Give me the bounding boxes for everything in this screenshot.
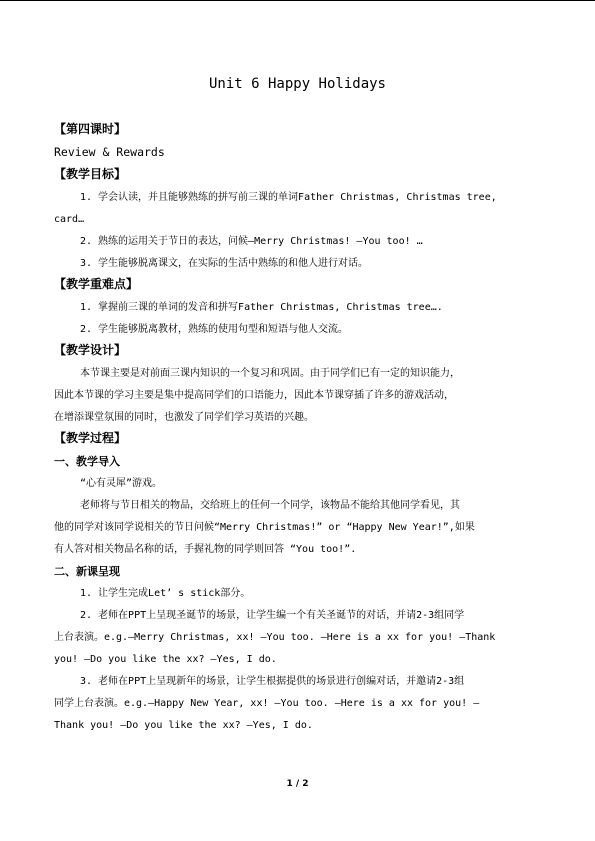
page-title: Unit 6 Happy Holidays [208, 76, 386, 92]
goal-3: 3. 学生能够脱离课文，在实际的生活中熟练的和他人进行对话。 [80, 258, 369, 269]
step-3-line-3: Thank you! —Do you like the xx? —Yes, I do. [54, 720, 313, 731]
step-2-line-2: 上台表演。e.g.—Merry Christmas, xx! —You too. —Here is a xx for you! —Thank [54, 632, 496, 643]
goal-1-line-1: 1. 学会认读，并且能够熟练的拼写前三课的单词Father Christmas, Christmas tree, [80, 192, 497, 203]
design-line-2: 因此本节课的学习主要是集中提高同学们的口语能力，因此本节课穿插了许多的游戏活动， [54, 390, 454, 401]
key-point-1: 1. 掌握前三课的单词的发音和拼写Father Christmas, Christmas tree…. [80, 302, 443, 313]
key-points-heading: 【教学重难点】 [54, 277, 139, 291]
key-point-2: 2. 学生能够脱离教材，熟练的使用句型和短语与他人交流。 [80, 324, 349, 335]
game-name: “心有灵犀”游戏。 [80, 478, 163, 489]
lesson-heading: 【第四课时】 [54, 122, 127, 136]
goal-2: 2. 熟练的运用关于节日的表达，问候—Merry Christmas! —You too! … [80, 236, 423, 247]
design-line-1: 本节课主要是对前面三课内知识的一个复习和巩固。由于同学们已有一定的知识能力， [80, 368, 460, 379]
intro-line-1: 老师将与节日相关的物品，交给班上的任何一个同学，该物品不能给其他同学看见，其 [80, 500, 460, 511]
process-heading: 【教学过程】 [54, 431, 127, 445]
step-3-line-2: 同学上台表演。e.g.—Happy New Year, xx! —You too. —Here is a xx for you! — [54, 698, 480, 709]
goals-heading: 【教学目标】 [54, 167, 127, 181]
step-2-line-3: you! —Do you like the xx? —Yes, I do. [54, 654, 277, 665]
page-number: 1 / 2 [286, 779, 309, 789]
top-rule [0, 0, 595, 1]
design-line-3: 在增添课堂氛围的同时，也激发了同学们学习英语的兴趣。 [54, 412, 314, 423]
section-2-heading: 二、新课呈现 [54, 565, 120, 578]
step-2-line-1: 2. 老师在PPT上呈现圣诞节的场景，让学生编一个有关圣诞节的对话，并请2-3组同学 [80, 610, 465, 621]
goal-1-line-2: card… [54, 214, 85, 225]
review-rewards-subtitle: Review & Rewards [54, 145, 165, 159]
intro-line-2: 他的同学对该同学说相关的节日问候“Merry Christmas!” or “Happy New Year!”,如果 [54, 522, 475, 533]
design-heading: 【教学设计】 [54, 343, 127, 357]
intro-line-3: 有人答对相关物品名称的话，手握礼物的同学则回答 “You too!”. [54, 544, 357, 555]
step-1: 1. 让学生完成Let’ s stick部分。 [80, 588, 251, 599]
step-3-line-1: 3. 老师在PPT上呈现新年的场景，让学生根据提供的场景进行创编对话，并邀请2-3组 [80, 676, 465, 687]
section-1-heading: 一、教学导入 [54, 455, 120, 468]
